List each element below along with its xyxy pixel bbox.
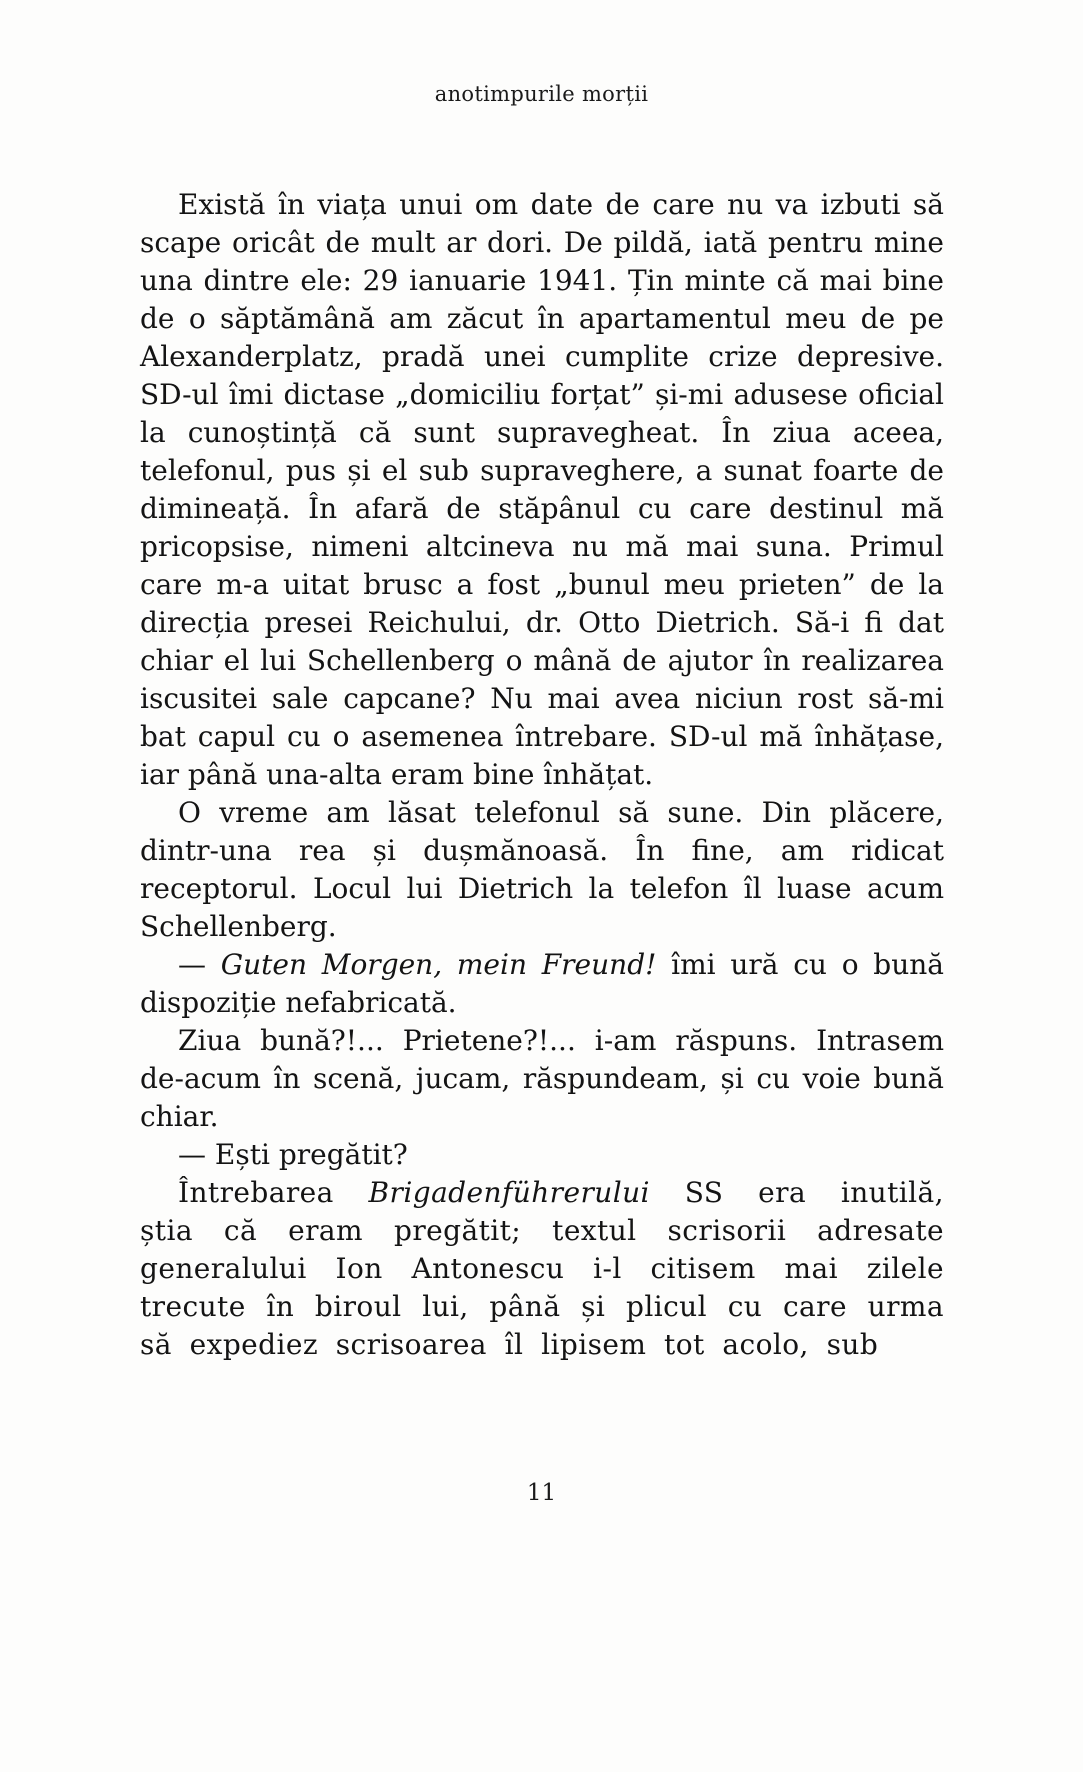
page-number: 11 (526, 1480, 557, 1506)
body-text (140, 186, 944, 1364)
text-segment: SS era inutilă, știa că eram pregătit; textul scrisorii adresate generalului Ion Antonescu i-l citisem mai zilele trecute în biroul lui, până și plicul cu care urma să expediez scrisoarea îl lipisem tot acolo, sub (140, 1176, 944, 1361)
running-head: anotimpurile morții (434, 82, 649, 106)
text-segment: — (178, 948, 221, 981)
paragraph (140, 794, 944, 946)
text-segment: Întrebarea (178, 1176, 369, 1209)
paragraph (140, 1022, 944, 1136)
text-segment: îmi ură cu o bună dispoziție nefabricată. (140, 948, 944, 1019)
text-segment: Există în viața unui om date de care nu va izbuti să scape oricât de mult ar dori. De pildă, iată pentru mine una dintre ele: 29 ianuarie 1941. Țin minte că mai bine de o săptămână am zăcut în apartamentul meu de pe Alexanderplatz, pradă unei cumplite crize depresive. SD-ul îmi dictase „domiciliu forțat” și-mi adusese oficial la cunoștință că sunt supravegheat. În ziua aceea, telefonul, pus și el sub supraveghere, a sunat foarte de dimineață. În afară de stăpânul cu care destinul mă pricopsise, nimeni altcineva nu mă mai suna. Primul care m-a uitat brusc a fost „bunul meu prieten” de la direcția presei Reichului, dr. Otto Dietrich. Să-i fi dat chiar el lui Schellenberg o mână de ajutor în realizarea iscusitei sale capcane? Nu mai avea niciun rost să-mi bat capul cu o asemenea întrebare. SD-ul mă înhățase, iar până una-alta eram bine înhățat. (140, 188, 944, 791)
text-segment: Ziua bună?!... Prietene?!... i-am răspuns. Intrasem de-acum în scenă, jucam, răspundeam, și cu voie bună chiar. (140, 1024, 944, 1133)
paragraph (140, 186, 944, 794)
paragraph (140, 946, 944, 1022)
paragraph (140, 1136, 944, 1174)
paragraph (140, 1174, 944, 1364)
italic-text-segment: Guten Morgen, mein Freund! (220, 948, 657, 981)
italic-text-segment: Brigadenführerului (368, 1176, 650, 1209)
text-segment: — Ești pregătit? (178, 1138, 408, 1171)
text-segment: O vreme am lăsat telefonul să sune. Din plăcere, dintr-una rea și dușmănoasă. În fine, am ridicat receptorul. Locul lui Dietrich la telefon îl luase acum Schellenberg. (140, 796, 944, 943)
